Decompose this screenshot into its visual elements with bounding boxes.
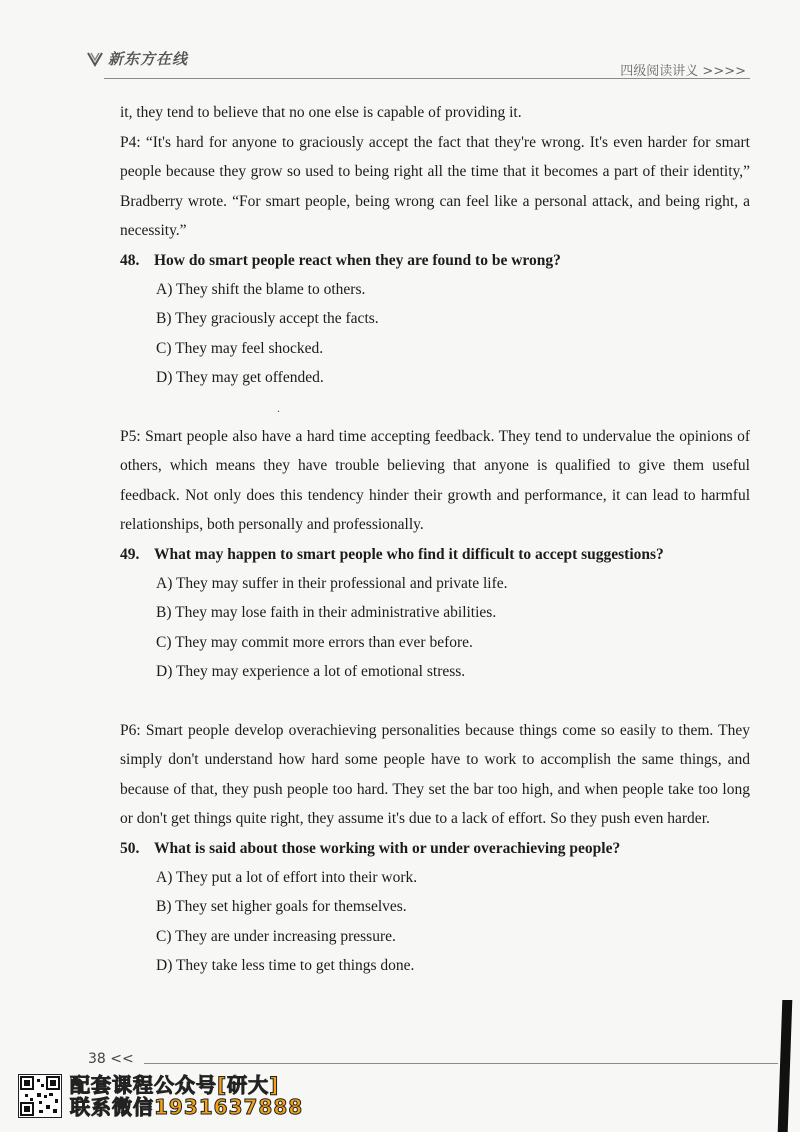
question-number: 48. [120,251,140,269]
logo-icon [86,50,104,68]
stray-mark: . [277,400,280,415]
passage-paragraph-p6: P6: Smart people develop overachieving personalities because things come so easily to them. They simply don't understand how hard some people have to work to accomplish the same things, and because of that, they push people too hard. They set the bar too high, and when people take too long or don't get things quite right, they assume it's due to a lack of effort. So they push even harder. [120,721,750,827]
option-a: A) They may suffer in their professional and private life. [156,574,508,592]
question-stem [120,246,750,275]
watermark-line-1: 配套课程公众号[研大] [70,1073,280,1097]
watermark-line-2: 联系微信1931637888 [70,1095,304,1119]
question-stem [120,540,750,569]
question-number: 50. [120,839,140,857]
section-title: 四级阅读讲义 >>>> [620,64,746,79]
question-text: How do smart people react when they are found to be wrong? [154,251,561,269]
footer-divider [144,1063,778,1064]
option-c: C) They may commit more errors than ever before. [156,633,473,651]
watermark [18,1074,303,1118]
logo-text: 新东方在线 [108,50,189,68]
page-footer [88,1050,778,1070]
question-50 [120,834,750,981]
option-a: A) They put a lot of effort into their work. [156,868,418,886]
spacer [120,687,750,716]
question-48 [120,246,750,393]
question-number: 49. [120,545,140,563]
page-content [120,98,750,981]
option-c: C) They are under increasing pressure. [156,927,396,945]
question-text: What may happen to smart people who find it difficult to accept suggestions? [154,545,664,563]
spacer [120,393,750,422]
qr-code-icon [18,1074,62,1118]
option-b: B) They may lose faith in their administrative abilities. [156,604,497,621]
question-49 [120,540,750,687]
passage-paragraph-p4: P4: “It's hard for anyone to graciously accept the fact that they're wrong. It's even harder for smart people because they grow so used to being right all the time that it becomes a part of their identity,” Bradberry wrote. “For smart people, being wrong can feel like a personal attack, and being right, a necessity.” [120,133,750,239]
option-d: D) They take less time to get things done. [156,957,415,974]
header-divider [104,78,750,79]
page-number: 38 << [88,1051,134,1067]
option-c: C) They may feel shocked. [156,339,324,357]
page-header [86,46,750,80]
scan-edge-shadow [778,1000,793,1132]
option-d: D) They may get offended. [156,369,324,386]
brand-logo [86,48,188,69]
option-d: D) They may experience a lot of emotional stress. [156,663,466,680]
option-b: B) They graciously accept the facts. [156,310,379,327]
option-b: B) They set higher goals for themselves. [156,898,407,915]
question-text: What is said about those working with or under overachieving people? [154,839,621,857]
option-a: A) They shift the blame to others. [156,280,366,298]
question-stem [120,834,750,863]
passage-paragraph-p5: P5: Smart people also have a hard time accepting feedback. They tend to undervalue the opinions of others, which means they have trouble believing that anyone is qualified to give them useful feedback. Not only does this tendency hinder their growth and performance, it can lead to harmful relationships, both personally and professionally. [120,427,750,533]
passage-paragraph-p3-tail: it, they tend to believe that no one else is capable of providing it. [120,104,522,121]
watermark-text [70,1074,303,1118]
